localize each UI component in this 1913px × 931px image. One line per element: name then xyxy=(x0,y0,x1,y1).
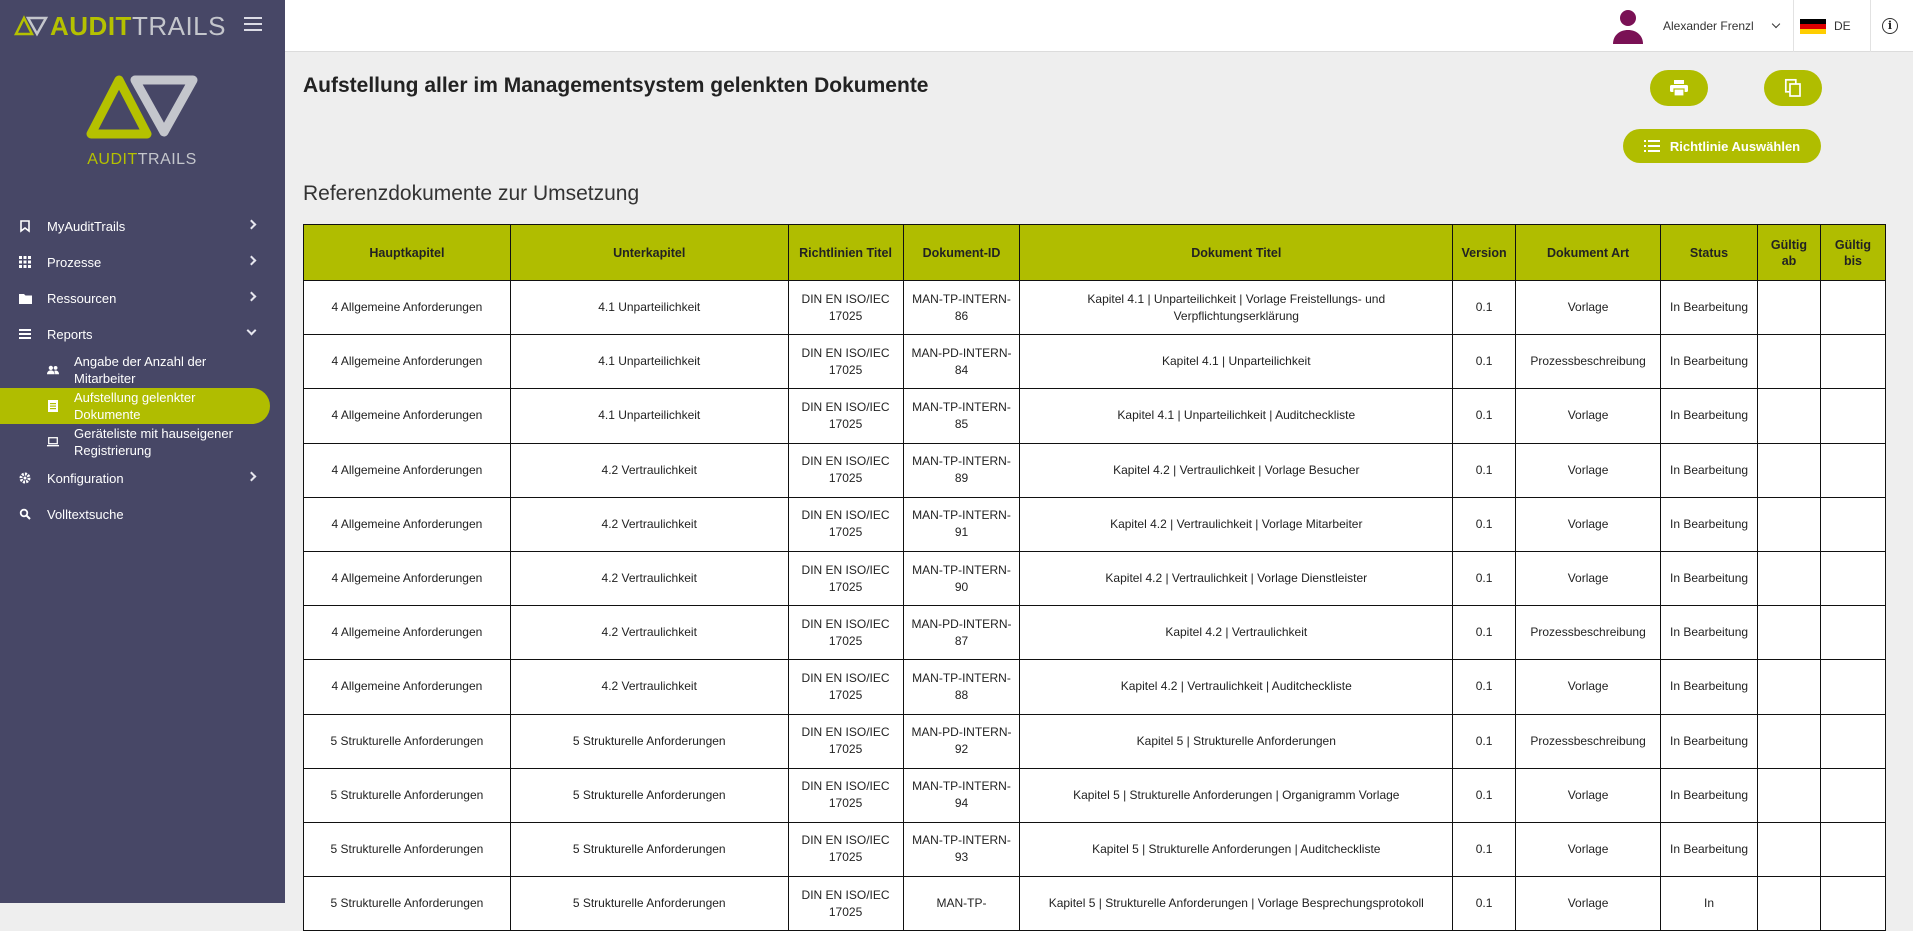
table-body xyxy=(304,281,1886,931)
table-cell xyxy=(1820,714,1885,768)
table-cell: DIN EN ISO/IEC 17025 xyxy=(788,714,903,768)
table-cell xyxy=(1758,877,1821,931)
table-cell: In Bearbeitung xyxy=(1661,606,1758,660)
logo-text-part2: TRAILS xyxy=(137,151,197,168)
logo-text-part1: AUDIT xyxy=(87,151,138,168)
table-row[interactable] xyxy=(304,497,1886,551)
table-cell: 0.1 xyxy=(1453,443,1516,497)
table-cell xyxy=(1758,389,1821,443)
table-cell xyxy=(1820,335,1885,389)
gear-icon xyxy=(19,472,31,484)
table-cell: MAN-TP-INTERN-93 xyxy=(903,822,1020,876)
table-cell: In Bearbeitung xyxy=(1661,497,1758,551)
table-cell: 0.1 xyxy=(1453,551,1516,605)
copy-button[interactable] xyxy=(1764,70,1822,106)
divider xyxy=(1870,0,1871,52)
sidebar-item-ressourcen[interactable] xyxy=(0,280,285,316)
table-cell xyxy=(1820,443,1885,497)
laptop-icon xyxy=(47,436,59,448)
table-cell: In Bearbeitung xyxy=(1661,714,1758,768)
table-cell: In Bearbeitung xyxy=(1661,822,1758,876)
info-icon[interactable]: i xyxy=(1882,18,1898,34)
sidebar-item-prozesse[interactable] xyxy=(0,244,285,280)
sidebar-item-label: MyAuditTrails xyxy=(47,218,126,234)
table-cell: In Bearbeitung xyxy=(1661,281,1758,335)
top-bar xyxy=(285,0,1913,52)
documents-table xyxy=(303,224,1886,931)
sidebar-item-label: Ressourcen xyxy=(47,290,117,306)
table-cell: In Bearbeitung xyxy=(1661,389,1758,443)
table-cell: Vorlage xyxy=(1516,281,1661,335)
table-cell: DIN EN ISO/IEC 17025 xyxy=(788,606,903,660)
table-cell: 0.1 xyxy=(1453,714,1516,768)
sidebar-item-label: Konfiguration xyxy=(47,470,124,486)
column-header[interactable]: Unterkapitel xyxy=(510,225,788,281)
column-header[interactable]: Dokument-ID xyxy=(903,225,1020,281)
table-cell: Kapitel 4.2 | Vertraulichkeit | Auditcheckliste xyxy=(1020,660,1453,714)
table-cell: DIN EN ISO/IEC 17025 xyxy=(788,551,903,605)
table-cell: MAN-TP-INTERN-94 xyxy=(903,768,1020,822)
table-cell: 4.2 Vertraulichkeit xyxy=(510,497,788,551)
table-cell: 5 Strukturelle Anforderungen xyxy=(510,822,788,876)
sidebar-item-myaudittrails[interactable] xyxy=(0,208,285,244)
table-row[interactable] xyxy=(304,660,1886,714)
table-cell: MAN-TP-INTERN-91 xyxy=(903,497,1020,551)
language-selector[interactable]: DE xyxy=(1834,19,1851,33)
chevron-right-icon xyxy=(247,472,257,482)
table-cell: 4 Allgemeine Anforderungen xyxy=(304,281,511,335)
table-cell xyxy=(1820,551,1885,605)
table-cell: DIN EN ISO/IEC 17025 xyxy=(788,877,903,931)
table-cell xyxy=(1820,606,1885,660)
table-cell: MAN-TP-INTERN-88 xyxy=(903,660,1020,714)
table-cell: In Bearbeitung xyxy=(1661,443,1758,497)
list-icon xyxy=(19,328,31,340)
table-cell: 0.1 xyxy=(1453,281,1516,335)
table-cell: Prozessbeschreibung xyxy=(1516,606,1661,660)
table-cell: 4 Allgemeine Anforderungen xyxy=(304,660,511,714)
table-cell xyxy=(1820,822,1885,876)
table-row[interactable] xyxy=(304,822,1886,876)
document-icon xyxy=(47,400,59,412)
table-row[interactable] xyxy=(304,335,1886,389)
sidebar-logo xyxy=(82,74,202,169)
sidebar xyxy=(0,0,285,903)
table-cell: 5 Strukturelle Anforderungen xyxy=(510,768,788,822)
column-header[interactable]: Status xyxy=(1661,225,1758,281)
table-cell: 4 Allgemeine Anforderungen xyxy=(304,389,511,443)
table-cell xyxy=(1758,335,1821,389)
brand-logo[interactable] xyxy=(14,11,226,42)
table-cell: In Bearbeitung xyxy=(1661,660,1758,714)
table-cell: 4.1 Unparteilichkeit xyxy=(510,281,788,335)
table-cell: Kapitel 4.1 | Unparteilichkeit xyxy=(1020,335,1453,389)
table-row[interactable] xyxy=(304,551,1886,605)
table-cell: DIN EN ISO/IEC 17025 xyxy=(788,389,903,443)
table-cell: 5 Strukturelle Anforderungen xyxy=(304,714,511,768)
sidebar-item-konfiguration[interactable] xyxy=(0,460,285,496)
main-content xyxy=(285,52,1913,919)
table-cell xyxy=(1758,606,1821,660)
table-cell: MAN-TP-INTERN-86 xyxy=(903,281,1020,335)
sidebar-item-volltextsuche[interactable] xyxy=(0,496,285,532)
user-name[interactable]: Alexander Frenzl xyxy=(1663,19,1754,33)
print-button[interactable] xyxy=(1650,70,1708,106)
chevron-down-icon[interactable] xyxy=(1772,20,1780,28)
table-cell: In xyxy=(1661,877,1758,931)
people-icon xyxy=(47,364,59,376)
table-cell: 0.1 xyxy=(1453,822,1516,876)
table-cell xyxy=(1820,660,1885,714)
logo-mark-icon xyxy=(14,16,48,36)
print-icon xyxy=(1670,80,1688,96)
copy-icon xyxy=(1785,79,1801,97)
table-cell: DIN EN ISO/IEC 17025 xyxy=(788,443,903,497)
table-cell: 0.1 xyxy=(1453,877,1516,931)
table-cell: DIN EN ISO/IEC 17025 xyxy=(788,660,903,714)
table-cell: Vorlage xyxy=(1516,551,1661,605)
table-cell: 0.1 xyxy=(1453,389,1516,443)
sidebar-item-label: Prozesse xyxy=(47,254,102,270)
column-header[interactable]: Version xyxy=(1453,225,1516,281)
brand-part1: AUDIT xyxy=(50,10,132,41)
list-icon xyxy=(1644,140,1660,152)
table-cell: 4 Allgemeine Anforderungen xyxy=(304,606,511,660)
chevron-right-icon xyxy=(247,220,257,230)
table-cell: MAN-PD-INTERN-84 xyxy=(903,335,1020,389)
table-cell: DIN EN ISO/IEC 17025 xyxy=(788,768,903,822)
table-cell: 4 Allgemeine Anforderungen xyxy=(304,551,511,605)
sidebar-item-label: Volltextsuche xyxy=(47,506,124,522)
table-cell: DIN EN ISO/IEC 17025 xyxy=(788,335,903,389)
table-cell xyxy=(1820,877,1885,931)
table-row[interactable] xyxy=(304,389,1886,443)
table-cell: Vorlage xyxy=(1516,497,1661,551)
table-row[interactable] xyxy=(304,281,1886,335)
table-cell: 5 Strukturelle Anforderungen xyxy=(304,822,511,876)
table-cell: 5 Strukturelle Anforderungen xyxy=(304,877,511,931)
table-cell: MAN-PD-INTERN-92 xyxy=(903,714,1020,768)
table-cell xyxy=(1820,389,1885,443)
table-cell: Kapitel 5 | Strukturelle Anforderungen | Auditcheckliste xyxy=(1020,822,1453,876)
table-cell xyxy=(1758,660,1821,714)
logo-large-icon xyxy=(85,74,199,140)
column-header[interactable]: Richtlinien Titel xyxy=(788,225,903,281)
sidebar-subitem-dokumente[interactable] xyxy=(0,388,270,424)
table-cell: MAN-TP- xyxy=(903,877,1020,931)
table-cell: Vorlage xyxy=(1516,660,1661,714)
table-cell xyxy=(1820,281,1885,335)
table-cell: Vorlage xyxy=(1516,768,1661,822)
table-cell: Vorlage xyxy=(1516,443,1661,497)
table-cell: 4.2 Vertraulichkeit xyxy=(510,660,788,714)
table-cell: 0.1 xyxy=(1453,660,1516,714)
table-cell: In Bearbeitung xyxy=(1661,335,1758,389)
column-header[interactable]: Gültig ab xyxy=(1758,225,1821,281)
sidebar-item-label: Reports xyxy=(47,326,93,342)
table-cell: Kapitel 4.2 | Vertraulichkeit | Vorlage Besucher xyxy=(1020,443,1453,497)
table-cell: 4 Allgemeine Anforderungen xyxy=(304,443,511,497)
table-cell: 5 Strukturelle Anforderungen xyxy=(304,768,511,822)
table-cell: 0.1 xyxy=(1453,768,1516,822)
table-cell: In Bearbeitung xyxy=(1661,551,1758,605)
table-cell: 5 Strukturelle Anforderungen xyxy=(510,877,788,931)
table-cell: Prozessbeschreibung xyxy=(1516,335,1661,389)
table-cell: MAN-TP-INTERN-89 xyxy=(903,443,1020,497)
table-cell: DIN EN ISO/IEC 17025 xyxy=(788,497,903,551)
table-row[interactable] xyxy=(304,768,1886,822)
flag-de-icon[interactable] xyxy=(1800,19,1826,34)
column-header[interactable]: Dokument Titel xyxy=(1020,225,1453,281)
sidebar-nav xyxy=(0,208,285,532)
table-cell: 5 Strukturelle Anforderungen xyxy=(510,714,788,768)
column-header[interactable]: Hauptkapitel xyxy=(304,225,511,281)
chevron-down-icon xyxy=(247,326,257,336)
table-cell xyxy=(1820,497,1885,551)
avatar[interactable] xyxy=(1612,8,1644,44)
sidebar-subitem-label: Aufstellung gelenkter Dokumente xyxy=(74,390,196,422)
table-cell xyxy=(1758,281,1821,335)
table-cell: MAN-PD-INTERN-87 xyxy=(903,606,1020,660)
table-cell: 4 Allgemeine Anforderungen xyxy=(304,497,511,551)
folder-icon xyxy=(19,292,31,304)
table-cell xyxy=(1820,768,1885,822)
table-cell xyxy=(1758,551,1821,605)
table-cell: 4.1 Unparteilichkeit xyxy=(510,389,788,443)
table-cell xyxy=(1758,714,1821,768)
section-title: Referenzdokumente zur Umsetzung xyxy=(303,182,640,205)
select-guideline-label: Richtlinie Auswählen xyxy=(1669,138,1801,154)
brand-part2: TRAILS xyxy=(131,10,226,41)
sidebar-subitem-mitarbeiter[interactable] xyxy=(0,352,285,388)
table-cell xyxy=(1758,443,1821,497)
table-row[interactable] xyxy=(304,714,1886,768)
table-cell: Kapitel 5 | Strukturelle Anforderungen xyxy=(1020,714,1453,768)
table-cell: 0.1 xyxy=(1453,497,1516,551)
table-cell: Kapitel 4.2 | Vertraulichkeit | Vorlage Mitarbeiter xyxy=(1020,497,1453,551)
table-row[interactable] xyxy=(304,606,1886,660)
column-header[interactable]: Dokument Art xyxy=(1516,225,1661,281)
table-cell: 4.2 Vertraulichkeit xyxy=(510,443,788,497)
table-cell: 4.2 Vertraulichkeit xyxy=(510,606,788,660)
table-cell: 4 Allgemeine Anforderungen xyxy=(304,335,511,389)
table-cell xyxy=(1758,822,1821,876)
sidebar-subitem-label: Geräteliste mit hauseigener Registrierung xyxy=(74,426,233,458)
sidebar-subitem-geraeteliste[interactable] xyxy=(0,424,285,460)
table-cell: MAN-TP-INTERN-85 xyxy=(903,389,1020,443)
table-cell: Vorlage xyxy=(1516,389,1661,443)
chevron-right-icon xyxy=(247,256,257,266)
bookmark-icon xyxy=(19,220,31,232)
table-cell: DIN EN ISO/IEC 17025 xyxy=(788,822,903,876)
table-cell: Kapitel 5 | Strukturelle Anforderungen | Organigramm Vorlage xyxy=(1020,768,1453,822)
chevron-right-icon xyxy=(247,292,257,302)
sidebar-item-reports[interactable] xyxy=(0,316,285,352)
table-row[interactable] xyxy=(304,443,1886,497)
table-cell xyxy=(1758,497,1821,551)
menu-toggle-icon[interactable] xyxy=(244,17,262,31)
table-cell: Kapitel 5 | Strukturelle Anforderungen | Vorlage Besprechungsprotokoll xyxy=(1020,877,1453,931)
table-cell: Kapitel 4.2 | Vertraulichkeit xyxy=(1020,606,1453,660)
table-cell: 0.1 xyxy=(1453,606,1516,660)
table-cell: DIN EN ISO/IEC 17025 xyxy=(788,281,903,335)
table-cell: In Bearbeitung xyxy=(1661,768,1758,822)
select-guideline-button[interactable] xyxy=(1623,129,1821,163)
search-icon xyxy=(19,508,31,520)
grid-icon xyxy=(19,256,31,268)
table-cell: Kapitel 4.2 | Vertraulichkeit | Vorlage Dienstleister xyxy=(1020,551,1453,605)
table-cell: 0.1 xyxy=(1453,335,1516,389)
sidebar-header xyxy=(0,0,285,52)
table-cell: Vorlage xyxy=(1516,822,1661,876)
table-cell: Kapitel 4.1 | Unparteilichkeit | Auditcheckliste xyxy=(1020,389,1453,443)
table-row[interactable] xyxy=(304,877,1886,931)
page-title: Aufstellung aller im Managementsystem gelenkten Dokumente xyxy=(303,74,929,97)
column-header[interactable]: Gültig bis xyxy=(1820,225,1885,281)
table-cell: Kapitel 4.1 | Unparteilichkeit | Vorlage Freistellungs- und Verpflichtungserklärung xyxy=(1020,281,1453,335)
table-cell: Vorlage xyxy=(1516,877,1661,931)
table-cell: Prozessbeschreibung xyxy=(1516,714,1661,768)
divider xyxy=(1793,0,1794,52)
sidebar-subitem-label: Angabe der Anzahl der Mitarbeiter xyxy=(74,354,207,386)
table-cell xyxy=(1758,768,1821,822)
table-cell: 4.2 Vertraulichkeit xyxy=(510,551,788,605)
table-cell: MAN-TP-INTERN-90 xyxy=(903,551,1020,605)
table-cell: 4.1 Unparteilichkeit xyxy=(510,335,788,389)
table-header-row xyxy=(304,225,1886,281)
